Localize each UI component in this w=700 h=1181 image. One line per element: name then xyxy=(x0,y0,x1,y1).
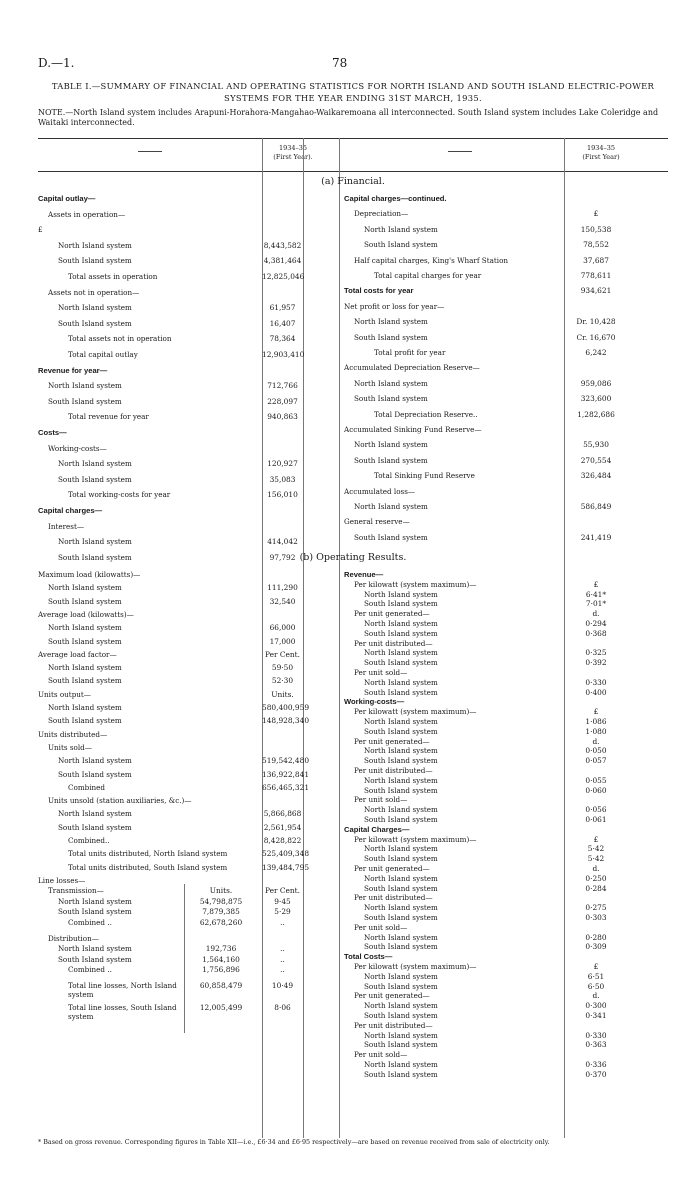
right-year-sub: (First Year) xyxy=(582,153,620,161)
row-value: d. xyxy=(592,991,600,1001)
divider-center xyxy=(339,138,340,1138)
row-label: North Island system xyxy=(58,240,132,250)
row-label: Per unit sold— xyxy=(354,1050,408,1060)
row-label: South Island system xyxy=(364,658,438,668)
row-label: North Island system xyxy=(364,1001,438,1011)
row-value: 0·280 xyxy=(585,932,607,942)
row-value: 0·050 xyxy=(585,746,607,756)
row-value: 519,542,480 xyxy=(262,756,310,766)
page-number: 78 xyxy=(332,56,348,70)
row-value: 5·42 xyxy=(587,854,605,864)
loss-units: 7,879,385 xyxy=(202,907,240,916)
row-value: 0·275 xyxy=(585,903,607,913)
row-label: South Island system xyxy=(364,942,438,952)
row-value: 1·080 xyxy=(585,726,607,736)
row-value: 0·300 xyxy=(585,1001,607,1011)
row-label: Combined xyxy=(68,782,106,792)
row-label: North Island system xyxy=(364,1060,438,1069)
row-label: North Island system xyxy=(48,663,122,673)
row-value: 6,242 xyxy=(585,348,607,357)
summary-table xyxy=(38,138,668,172)
row-label: South Island system xyxy=(58,474,132,484)
loss-units: 12,005,499 xyxy=(199,1003,243,1012)
left-year: 1934–35 xyxy=(278,144,308,152)
row-value: 0·060 xyxy=(585,785,607,795)
row-value: 0·061 xyxy=(585,815,607,824)
row-label: Per unit generated— xyxy=(354,609,430,619)
header-dash-left xyxy=(138,151,162,152)
row-value: 0·325 xyxy=(585,648,607,658)
row-label: Per unit sold— xyxy=(354,922,408,932)
row-value: 0·330 xyxy=(585,677,607,687)
row-label: Working-costs— xyxy=(344,697,405,707)
section-financial: (a) Financial. xyxy=(321,176,385,187)
row-label: North Island system xyxy=(364,775,438,785)
row-label: North Island system xyxy=(364,589,438,599)
row-label: Total assets in operation xyxy=(68,272,158,281)
loss-units: 1,756,896 xyxy=(202,965,240,974)
row-label: North Island system xyxy=(48,381,122,391)
row-value: 4,381,464 xyxy=(263,256,302,266)
loss-row-label: South Island system xyxy=(58,907,132,916)
percent-header: Per Cent. xyxy=(264,886,300,895)
row-label: North Island system xyxy=(48,703,122,712)
row-value: 0·284 xyxy=(585,883,607,893)
left-year-sub: (First Year). xyxy=(273,153,313,161)
loss-row-label: Distribution— xyxy=(48,933,99,943)
row-label: North Island system xyxy=(364,903,438,913)
row-value: 0·330 xyxy=(585,1030,607,1040)
row-value: 59·50 xyxy=(271,663,294,673)
row-label: South Island system xyxy=(364,756,438,766)
row-value: 139,484,795 xyxy=(262,862,310,872)
line-losses-title: Line losses— xyxy=(38,876,86,885)
row-value: 37,687 xyxy=(583,255,609,265)
row-value: 52·30 xyxy=(271,676,294,686)
row-label: General reserve— xyxy=(344,517,410,527)
row-value: 97,792 xyxy=(269,552,296,562)
row-label: South Island system xyxy=(364,815,438,824)
row-label: North Island system xyxy=(58,809,132,819)
row-value: 5,866,868 xyxy=(263,809,302,819)
loss-row-label: Total line losses, North Island system xyxy=(68,981,177,999)
row-label: North Island system xyxy=(58,756,132,766)
row-label: North Island system xyxy=(354,502,428,511)
units-header: Units. xyxy=(209,886,233,895)
row-value: 586,849 xyxy=(580,502,612,511)
row-label: Units distributed— xyxy=(38,729,108,739)
row-value: 580,400,959 xyxy=(262,703,310,712)
loss-row-label: Transmission— xyxy=(48,886,104,895)
row-value: 16,407 xyxy=(269,318,296,328)
loss-units: 1,564,160 xyxy=(202,954,240,964)
row-label: North Island system xyxy=(364,971,438,981)
row-value: 1·086 xyxy=(585,717,607,726)
row-label: Per unit distributed— xyxy=(354,893,433,903)
row-value: 241,419 xyxy=(580,532,612,542)
loss-percent: .. xyxy=(280,965,285,974)
row-label: North Island system xyxy=(48,623,122,633)
row-value: 0·250 xyxy=(585,873,607,883)
row-label: Average load factor— xyxy=(38,649,117,659)
row-label: South Island system xyxy=(354,532,428,542)
row-label: South Island system xyxy=(364,599,438,609)
row-label: Total profit for year xyxy=(374,348,446,357)
row-value: 111,290 xyxy=(267,583,298,593)
row-value: 78,364 xyxy=(269,334,296,344)
row-label: South Island system xyxy=(364,854,438,864)
row-value: 0·368 xyxy=(585,628,607,638)
row-label: Total Sinking Fund Reserve xyxy=(374,471,475,481)
row-label: North Island system xyxy=(364,746,438,756)
row-label: Net profit or loss for year— xyxy=(344,301,445,311)
row-value: 959,086 xyxy=(580,378,612,388)
row-label: North Island system xyxy=(364,224,438,234)
row-value: 35,083 xyxy=(269,474,296,484)
row-label: Interest— xyxy=(48,521,85,531)
row-label: Capital Charges— xyxy=(344,824,410,834)
header-dash-right xyxy=(448,151,472,152)
loss-percent: 10·49 xyxy=(271,981,294,990)
row-label: Half capital charges, King's Wharf Station xyxy=(354,255,509,265)
row-label: Working-costs— xyxy=(48,443,107,453)
loss-percent: 8·06 xyxy=(274,1003,291,1012)
row-value: 0·336 xyxy=(585,1060,607,1069)
loss-row-label: North Island system xyxy=(58,896,132,906)
row-label: South Island system xyxy=(48,716,122,726)
row-value: £ xyxy=(593,707,599,717)
row-label: North Island system xyxy=(48,583,122,593)
row-label: Per unit distributed— xyxy=(354,766,433,775)
row-label: South Island system xyxy=(58,256,132,266)
loss-row-label: Total line losses, South Island system xyxy=(68,1003,177,1021)
row-label: Accumulated Depreciation Reserve— xyxy=(344,363,480,373)
row-label: North Island system xyxy=(58,303,132,313)
row-label: South Island system xyxy=(364,687,438,697)
row-label: North Island system xyxy=(364,844,438,854)
row-label: Per unit distributed— xyxy=(354,1020,433,1030)
row-label: South Island system xyxy=(48,596,122,606)
row-value: £ xyxy=(593,579,599,589)
left-column-header xyxy=(264,144,322,162)
row-label: South Island system xyxy=(364,913,438,922)
loss-units: 54,798,875 xyxy=(199,896,243,906)
row-value: 1,282,686 xyxy=(577,409,615,419)
row-label: South Island system xyxy=(354,455,428,465)
row-value: £ xyxy=(593,834,599,844)
row-label: Average load (kilowatts)— xyxy=(38,609,134,619)
row-value: 940,863 xyxy=(267,412,298,422)
row-label: North Island system xyxy=(364,1030,438,1040)
row-label: £ xyxy=(38,225,43,235)
row-label: North Island system xyxy=(58,459,132,469)
row-label: Per unit distributed— xyxy=(354,638,433,648)
section-operating: (b) Operating Results. xyxy=(299,552,407,563)
row-value: 0·055 xyxy=(585,775,607,785)
row-value: 0·056 xyxy=(585,805,607,815)
row-label: Per kilowatt (system maximum)— xyxy=(354,834,477,844)
row-value: 778,611 xyxy=(580,271,612,280)
row-value: d. xyxy=(592,609,600,619)
row-label: Total Costs— xyxy=(344,952,393,962)
row-value: 712,766 xyxy=(267,381,298,391)
row-label: South Island system xyxy=(364,1011,438,1020)
row-value: 0·370 xyxy=(585,1069,607,1079)
row-value: Per Cent. xyxy=(264,649,300,659)
loss-percent: .. xyxy=(280,917,285,927)
table-note: NOTE.—North Island system includes Arapuni-Horahora-Mangahao-Waikaremoana all interconnected. South Island system includes Lake Coleridge and Waitaki interconnected. xyxy=(38,108,659,127)
row-value: 228,097 xyxy=(267,396,298,406)
row-label: South Island system xyxy=(364,883,438,893)
row-value: 0·400 xyxy=(585,687,607,697)
row-label: Assets in operation— xyxy=(48,209,126,219)
row-value: £ xyxy=(593,962,599,971)
row-value: 0·363 xyxy=(585,1040,607,1050)
row-label: North Island system xyxy=(364,932,438,942)
row-label: Total costs for year xyxy=(344,286,414,296)
row-label: Per unit generated— xyxy=(354,864,430,873)
row-label: Total assets not in operation xyxy=(68,334,172,344)
row-value: 8,428,822 xyxy=(263,836,302,845)
row-value: 0·057 xyxy=(585,756,607,766)
row-label: South Island system xyxy=(58,769,132,779)
row-label: South Island system xyxy=(58,552,132,562)
row-label: South Island system xyxy=(354,394,428,404)
row-label: Per kilowatt (system maximum)— xyxy=(354,579,477,589)
row-label: South Island system xyxy=(364,981,438,991)
row-label: Units unsold (station auxiliaries, &c.)— xyxy=(48,796,192,806)
row-value: d. xyxy=(592,864,600,873)
right-column-header xyxy=(570,144,632,162)
right-year: 1934–35 xyxy=(586,144,616,152)
row-label: North Island system xyxy=(364,805,438,815)
row-value: 656,465,321 xyxy=(262,782,310,792)
row-label: Per kilowatt (system maximum)— xyxy=(354,962,477,971)
row-label: Total Depreciation Reserve.. xyxy=(374,409,478,419)
row-value: 148,928,340 xyxy=(262,716,310,726)
row-label: Total units distributed, South Island system xyxy=(68,862,228,872)
row-label: Accumulated Sinking Fund Reserve— xyxy=(344,425,482,434)
loss-row-label: Combined .. xyxy=(68,965,112,974)
row-value: 2,561,954 xyxy=(263,822,302,832)
loss-units: 62,678,260 xyxy=(199,917,243,927)
row-label: Units output— xyxy=(38,689,91,699)
loss-units: 60,858,479 xyxy=(199,981,243,990)
row-label: Total revenue for year xyxy=(68,412,149,422)
row-label: Maximum load (kilowatts)— xyxy=(38,570,141,579)
row-value: 6·41* xyxy=(585,589,607,599)
row-label: South Island system xyxy=(364,726,438,736)
row-label: South Island system xyxy=(48,396,122,406)
row-label: Total working-costs for year xyxy=(68,490,171,500)
row-label: Total capital outlay xyxy=(68,350,138,359)
row-label: Per unit generated— xyxy=(354,991,430,1001)
row-label: South Island system xyxy=(364,1040,438,1050)
row-label: North Island system xyxy=(354,440,428,450)
row-value: 12,825,046 xyxy=(262,272,305,281)
row-value: 6·51 xyxy=(587,971,605,981)
row-value: Cr. 16,670 xyxy=(576,332,616,342)
row-label: South Island system xyxy=(364,628,438,638)
row-value: 323,600 xyxy=(580,394,612,404)
row-value: 6·50 xyxy=(587,981,605,991)
row-value: 156,010 xyxy=(267,490,298,500)
loss-percent: .. xyxy=(280,944,285,953)
row-label: South Island system xyxy=(364,1069,438,1079)
row-value: Dr. 10,428 xyxy=(576,317,616,327)
row-label: Per unit sold— xyxy=(354,795,408,805)
row-label: North Island system xyxy=(364,648,438,658)
row-value: 61,957 xyxy=(269,303,296,313)
loss-row-label: Combined .. xyxy=(68,917,112,927)
row-label: South Island system xyxy=(364,240,438,250)
row-label: South Island system xyxy=(58,822,132,832)
row-value: 0·341 xyxy=(585,1011,607,1020)
row-label: South Island system xyxy=(58,318,132,328)
loss-row-label: South Island system xyxy=(58,954,132,964)
row-label: Per unit generated— xyxy=(354,736,430,746)
row-label: Assets not in operation— xyxy=(48,287,140,297)
row-value: 136,922,841 xyxy=(262,769,310,779)
row-value: Units. xyxy=(271,689,294,699)
row-label: North Island system xyxy=(364,619,438,628)
row-value: 7·01* xyxy=(585,599,607,609)
row-value: £ xyxy=(593,209,599,219)
row-label: Depreciation— xyxy=(354,209,409,219)
loss-percent: .. xyxy=(280,954,285,964)
row-value: 0·309 xyxy=(585,942,607,952)
row-label: Per unit sold— xyxy=(354,668,408,677)
row-label: Capital charges— xyxy=(38,506,103,515)
row-label: North Island system xyxy=(364,717,438,726)
row-value: 8,443,582 xyxy=(263,240,302,250)
column-header-row xyxy=(38,138,668,172)
row-value: 17,000 xyxy=(269,636,296,646)
row-value: 934,621 xyxy=(580,286,612,296)
row-label: Combined.. xyxy=(68,836,110,845)
divider-right-value xyxy=(564,138,565,1138)
row-label: South Island system xyxy=(354,332,428,342)
row-value: 78,552 xyxy=(583,240,609,250)
row-value: 5·42 xyxy=(587,844,605,854)
line-losses-divider xyxy=(184,884,185,1033)
row-label: Costs— xyxy=(38,428,67,437)
divider-left-end xyxy=(303,138,304,1138)
row-value: 326,484 xyxy=(580,471,612,481)
row-label: Per kilowatt (system maximum)— xyxy=(354,707,477,717)
loss-percent: 5·29 xyxy=(274,907,291,916)
row-value: 150,538 xyxy=(580,224,612,234)
loss-units: 192,736 xyxy=(205,944,237,953)
row-value: 12,903,410 xyxy=(262,350,305,359)
row-label: Revenue— xyxy=(344,570,384,579)
table-title: TABLE I.—SUMMARY OF FINANCIAL AND OPERATING STATISTICS FOR NORTH ISLAND AND SOUTH ISLAND ELECTRIC-POWER SYSTEMS FOR THE YEAR ENDING 31ST MARCH, 1935. xyxy=(51,81,655,103)
row-label: South Island system xyxy=(48,636,122,646)
row-label: North Island system xyxy=(58,537,132,547)
row-label: North Island system xyxy=(354,378,428,388)
row-label: South Island system xyxy=(48,676,122,686)
row-label: Capital charges—continued. xyxy=(344,194,447,203)
row-value: 525,409,348 xyxy=(262,849,310,859)
page-header-left: D.—1. xyxy=(38,56,75,70)
row-value: 0·392 xyxy=(585,658,607,668)
row-label: North Island system xyxy=(354,317,428,327)
row-label: Total capital charges for year xyxy=(374,271,482,280)
loss-row-label: North Island system xyxy=(58,944,132,953)
row-label: Capital outlay— xyxy=(38,194,96,203)
row-value: 66,000 xyxy=(269,623,296,633)
row-value: 120,927 xyxy=(267,459,298,469)
row-label: Units sold— xyxy=(48,742,92,752)
footnote: * Based on gross revenue. Corresponding figures in Table XII—i.e., £6·34 and £6·95 respectively—are based on revenue received from sale of electricity only. xyxy=(38,1138,550,1146)
row-label: Accumulated loss— xyxy=(344,486,416,496)
row-value: 55,930 xyxy=(583,440,609,450)
row-value: 0·294 xyxy=(585,619,607,628)
row-label: North Island system xyxy=(364,873,438,883)
row-label: Revenue for year— xyxy=(38,365,108,375)
row-value: 32,540 xyxy=(269,596,296,606)
row-value: 270,554 xyxy=(580,455,612,465)
row-value: 0·303 xyxy=(585,913,607,922)
row-label: North Island system xyxy=(364,677,438,687)
row-label: South Island system xyxy=(364,785,438,795)
row-label: Total units distributed, North Island system xyxy=(68,849,228,859)
row-value: 414,042 xyxy=(267,537,298,547)
loss-percent: 9·45 xyxy=(274,896,291,906)
row-value: d. xyxy=(592,736,600,746)
